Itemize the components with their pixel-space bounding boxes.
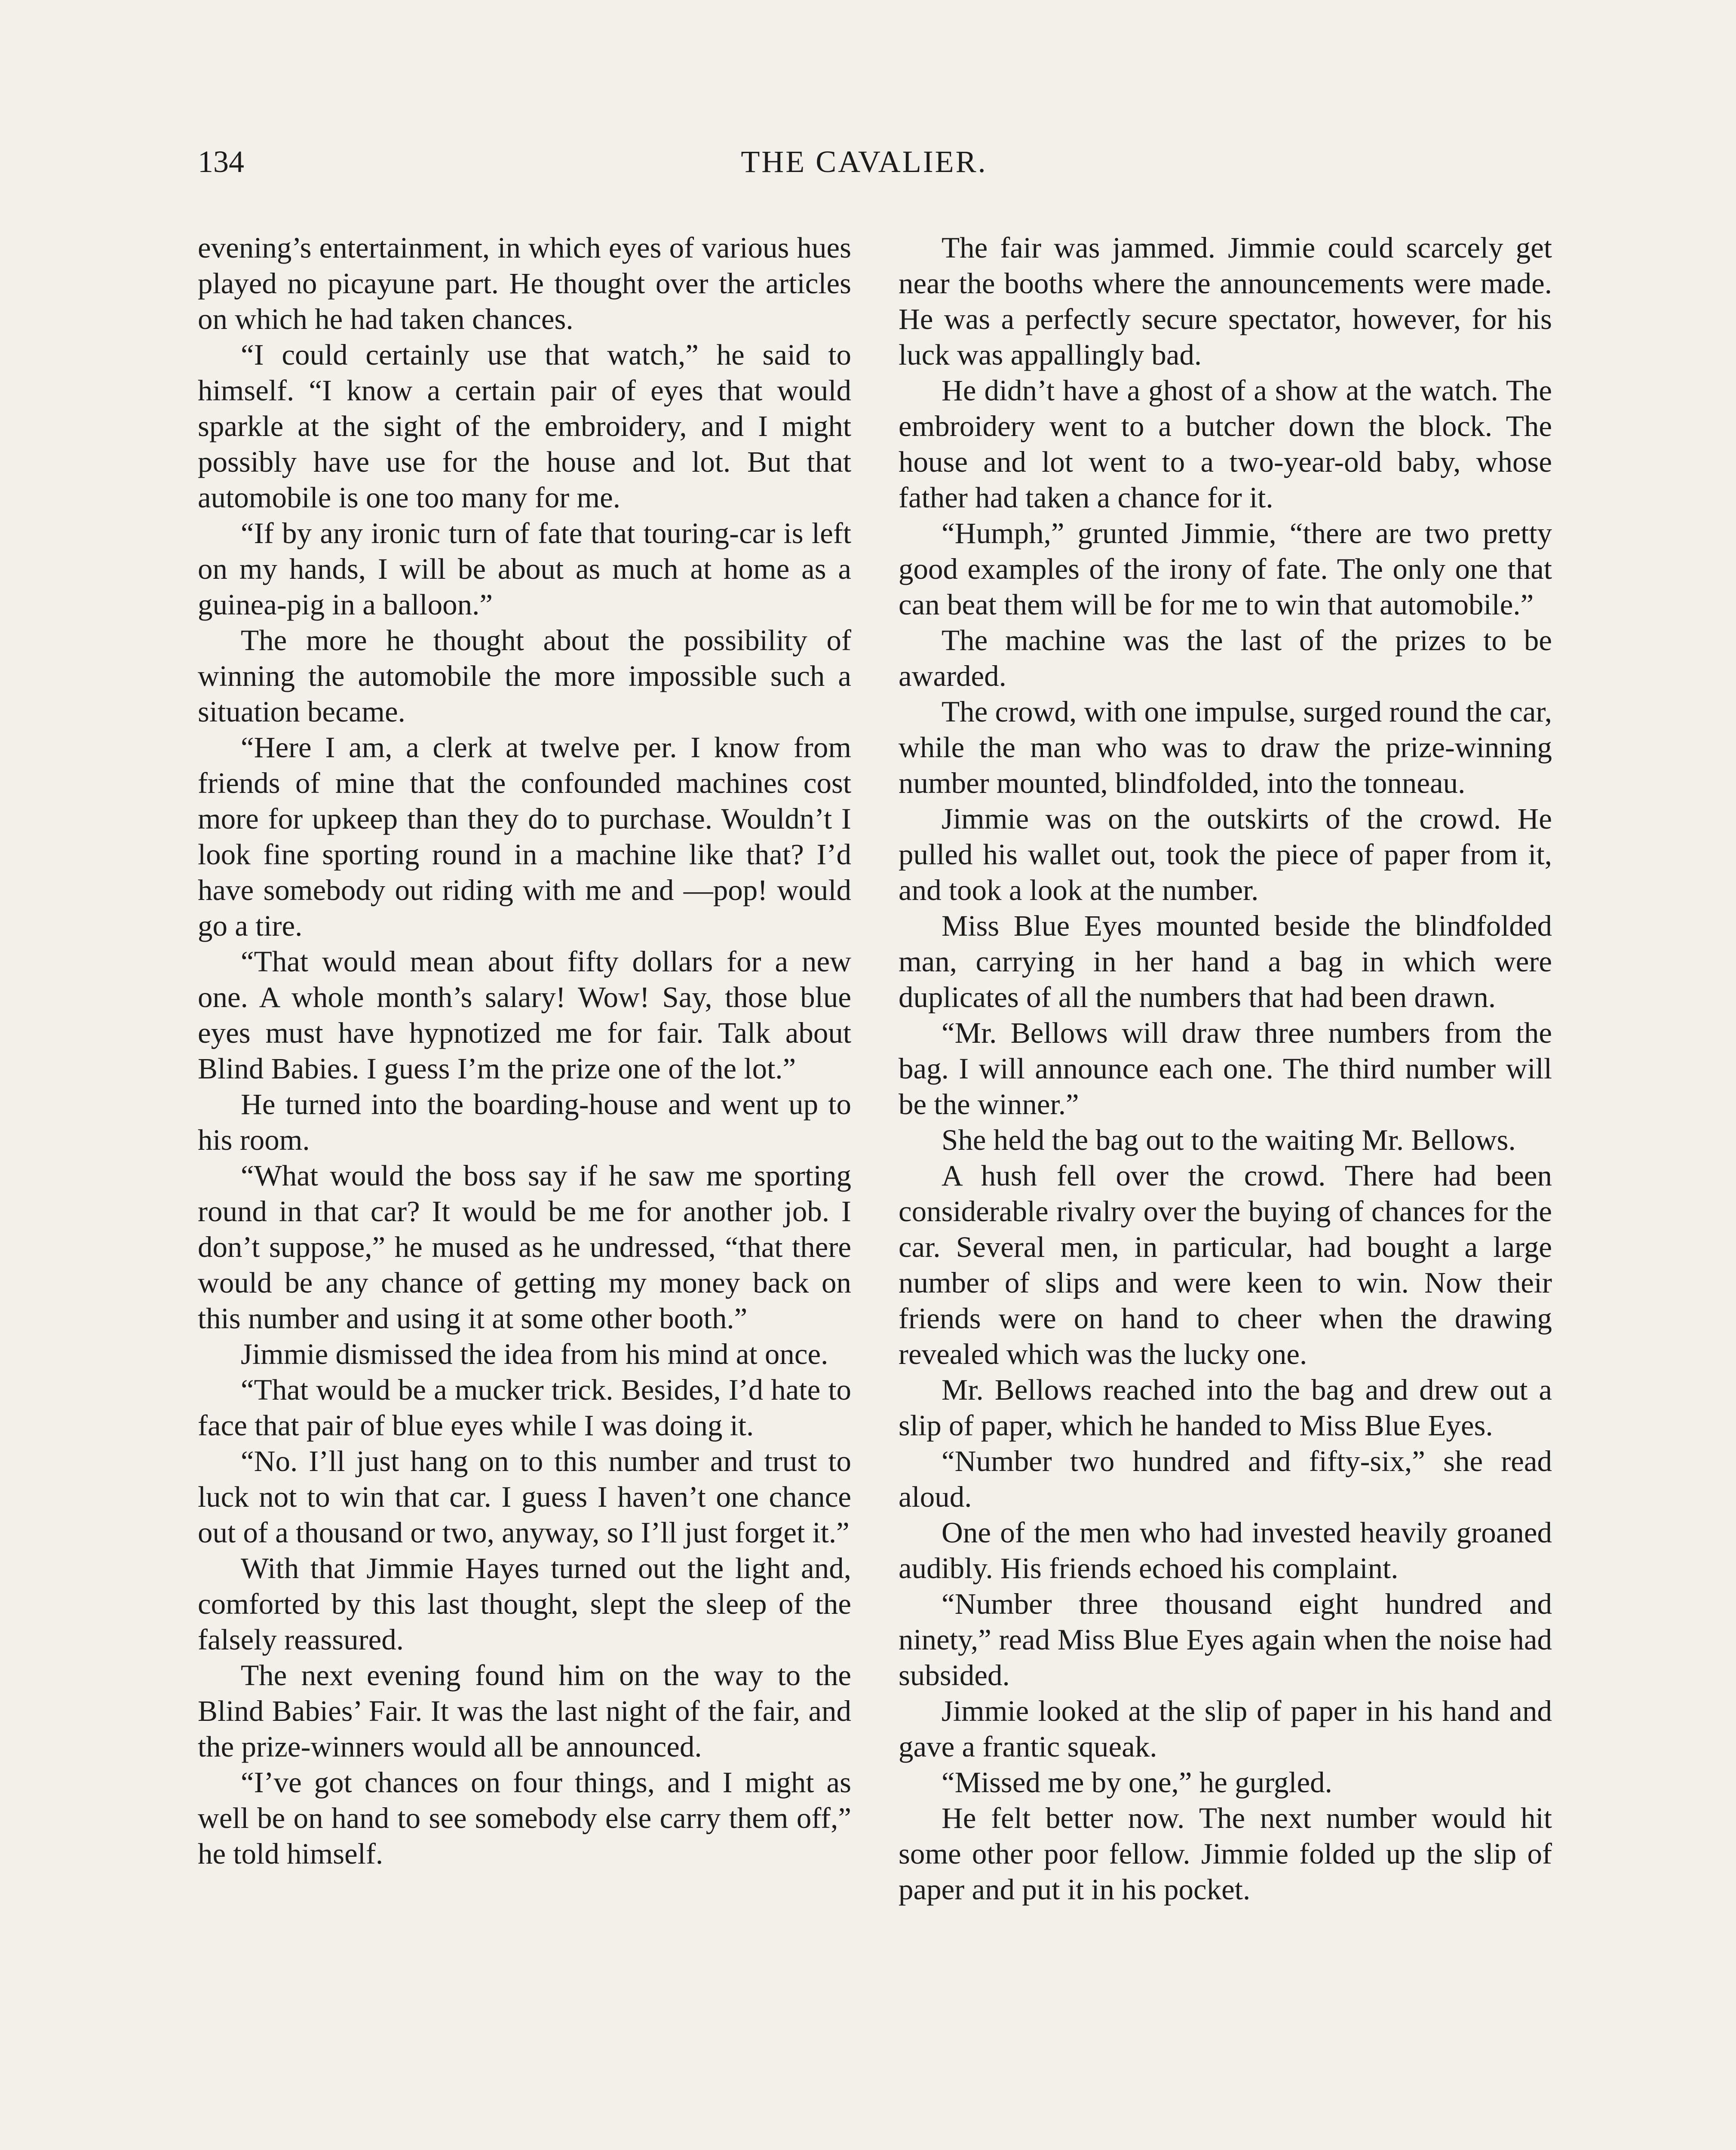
paragraph: The crowd, with one impulse, surged round the car, while the man who was to draw the prize-winning number mounted, blindfolded, into the tonneau.	[899, 695, 1552, 799]
page-number: 134	[198, 144, 244, 179]
paragraph: “Missed me by one,” he gurgled.	[942, 1766, 1332, 1799]
paragraph: The next evening found him on the way to the Blind Babies’ Fair. It was the last night of the fair, and the prize-winners would all be announced.	[198, 1659, 851, 1763]
paragraph: Jimmie was on the outskirts of the crowd. He pulled his wallet out, took the piece of paper from it, and took a look at the number.	[899, 802, 1552, 906]
paragraph: A hush fell over the crowd. There had been considerable rivalry over the buying of chances for the car. Several men, in particular, had bought a large number of slips and were keen to win. Now their friends were on hand to cheer when the drawing revealed which was the lucky one.	[899, 1159, 1552, 1370]
paragraph: “No. I’ll just hang on to this number and trust to luck not to win that car. I guess I haven’t one chance out of a thousand or two, anyway, so I’ll just forget it.”	[198, 1445, 851, 1549]
right-column	[899, 230, 1552, 1907]
paragraph: “Humph,” grunted Jimmie, “there are two pretty good examples of the irony of fate. The only one that can beat them will be for me to win that automobile.”	[899, 517, 1552, 621]
paragraph: Mr. Bellows reached into the bag and drew out a slip of paper, which he handed to Miss Blue Eyes.	[899, 1373, 1552, 1442]
paragraph: “Number three thousand eight hundred and ninety,” read Miss Blue Eyes again when the noise had subsided.	[899, 1588, 1552, 1692]
paragraph: “I’ve got chances on four things, and I might as well be on hand to see somebody else carry them off,” he told himself.	[198, 1766, 851, 1870]
paragraph: “Here I am, a clerk at twelve per. I know from friends of mine that the confounded machines cost more for upkeep than they do to purchase. Wouldn’t I look fine sporting round in a machine like that? I’d have somebody out riding with me and —pop! would go a tire.	[198, 731, 851, 942]
paragraph: Jimmie dismissed the idea from his mind at once.	[241, 1338, 828, 1370]
paragraph: “Mr. Bellows will draw three numbers from the bag. I will announce each one. The third number will be the winner.”	[899, 1017, 1552, 1121]
paragraph: “If by any ironic turn of fate that touring-car is left on my hands, I will be about as much at home as a guinea-pig in a balloon.”	[198, 517, 851, 621]
paragraph: One of the men who had invested heavily groaned audibly. His friends echoed his complaint.	[899, 1516, 1552, 1585]
paragraph: “That would mean about fifty dollars for a new one. A whole month’s salary! Wow! Say, those blue eyes must have hypnotized me for fair. Talk about Blind Babies. I guess I’m the prize one of the lot.”	[198, 945, 851, 1085]
paragraph: He felt better now. The next number would hit some other poor fellow. Jimmie folded up the slip of paper and put it in his pocket.	[899, 1802, 1552, 1906]
left-column	[198, 230, 851, 1872]
paragraph: The machine was the last of the prizes to be awarded.	[899, 624, 1552, 692]
paragraph: “That would be a mucker trick. Besides, I’d hate to face that pair of blue eyes while I was doing it.	[198, 1373, 851, 1442]
paragraph: “I could certainly use that watch,” he said to himself. “I know a certain pair of eyes that would sparkle at the sight of the embroidery, and I might possibly have use for the house and lot. But that automobile is one too many for me.	[198, 338, 851, 514]
running-title: THE CAVALIER.	[741, 144, 988, 179]
paragraph: “What would the boss say if he saw me sporting round in that car? It would be me for another job. I don’t suppose,” he mused as he undressed, “that there would be any chance of getting my money back on this number and using it at some other booth.”	[198, 1159, 851, 1335]
paragraph: The fair was jammed. Jimmie could scarcely get near the booths where the announcements were made. He was a perfectly secure spectator, however, for his luck was appallingly bad.	[899, 231, 1552, 371]
paragraph: Jimmie looked at the slip of paper in his hand and gave a frantic squeak.	[899, 1695, 1552, 1763]
paragraph: With that Jimmie Hayes turned out the light and, comforted by this last thought, slept the sleep of the falsely reassured.	[198, 1552, 851, 1656]
paragraph: Miss Blue Eyes mounted beside the blindfolded man, carrying in her hand a bag in which were duplicates of all the numbers that had been drawn.	[899, 909, 1552, 1014]
paragraph: evening’s entertainment, in which eyes of various hues played no picayune part. He thought over the articles on which he had taken chances.	[198, 231, 851, 335]
paragraph: The more he thought about the possibility of winning the automobile the more impossible such a situation became.	[198, 624, 851, 728]
paragraph: “Number two hundred and fifty-six,” she read aloud.	[899, 1445, 1552, 1513]
paragraph: She held the bag out to the waiting Mr. Bellows.	[942, 1124, 1516, 1156]
paragraph: He turned into the boarding-house and went up to his room.	[198, 1088, 851, 1156]
page-header	[198, 146, 1531, 202]
paragraph: He didn’t have a ghost of a show at the watch. The embroidery went to a butcher down the block. The house and lot went to a two-year-old baby, whose father had taken a chance for it.	[899, 374, 1552, 514]
